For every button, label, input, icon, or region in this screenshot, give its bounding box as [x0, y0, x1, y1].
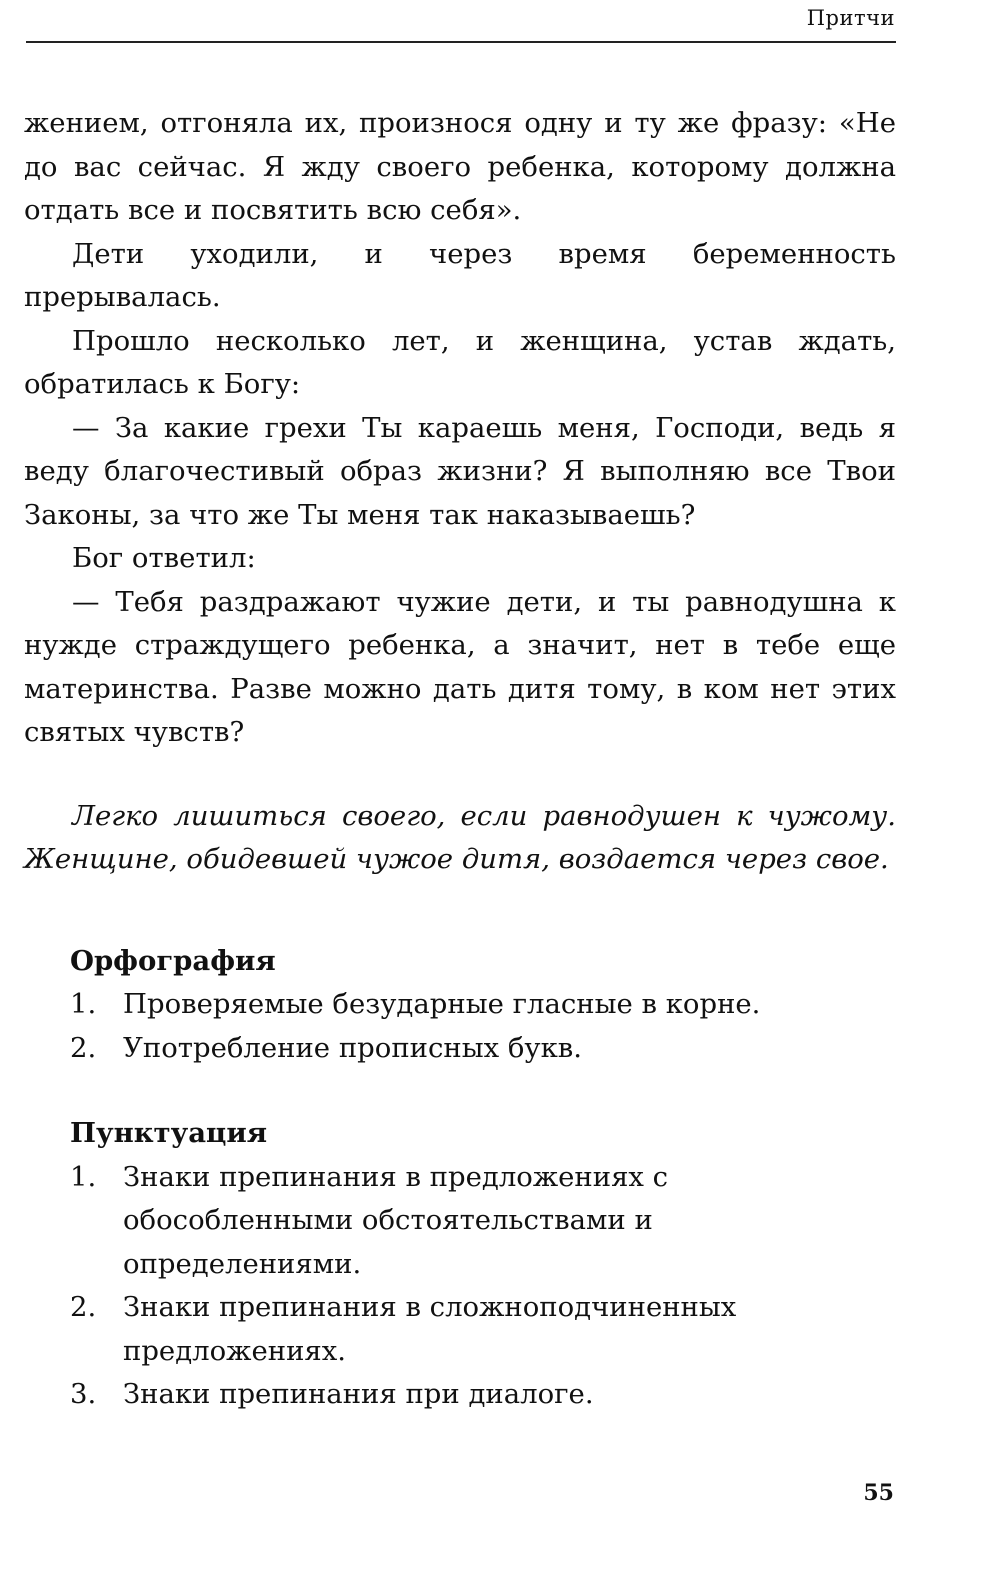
header-rule: [26, 41, 896, 43]
list-item-number: 3.: [70, 1378, 97, 1410]
list-item: [70, 983, 896, 1027]
list-item-text: Употребление прописных букв.: [123, 1031, 582, 1064]
paragraph: жением, отгоняла их, произнося одну и ту же фразу: «Не до вас сейчас. Я жду своего ребенка, которому должна отдать все и посвятить всю себя».: [24, 107, 896, 226]
page-number: 55: [863, 1480, 894, 1506]
list-item-text: Знаки препинания при диалоге.: [123, 1378, 594, 1410]
paragraph: Дети уходили, и через время беременность прерывалась.: [24, 237, 896, 313]
list-item: [70, 1373, 896, 1417]
list-item-number: 1.: [70, 988, 97, 1020]
punctuation-list: [24, 1156, 896, 1417]
punctuation-heading: Пунктуация: [70, 1117, 268, 1149]
paragraph: — За какие грехи Ты караешь меня, Господи, ведь я веду благочестивый образ жизни? Я выполняю все Твои Законы, за что же Ты меня так наказываешь?: [24, 411, 896, 531]
list-item-text: Знаки препинания в предложениях с обособленными обстоятельствами и определениями.: [123, 1160, 669, 1280]
paragraph: Бог ответил:: [72, 542, 256, 574]
list-item-number: 2.: [70, 1031, 97, 1064]
paragraph: Прошло несколько лет, и женщина, устав ждать, обратилась к Богу:: [24, 324, 896, 400]
list-item: [70, 1286, 896, 1373]
list-item: [70, 1027, 896, 1071]
paragraph: — Тебя раздражают чужие дети, и ты равнодушна к нужде страждущего ребенка, а значит, нет в тебе еще материнства. Разве можно дать дитя тому, в ком нет этих святых чувств?: [24, 585, 896, 748]
list-item-number: 1.: [70, 1160, 97, 1193]
list-item-number: 2.: [70, 1291, 97, 1323]
list-item-text: Знаки препинания в сложноподчиненных предложениях.: [123, 1291, 737, 1367]
moral-text: Легко лишиться своего, если равнодушен к чужому. Женщине, обидевшей чужое дитя, воздается через свое.: [24, 799, 896, 875]
orthography-heading: Орфография: [70, 944, 276, 977]
running-title: Притчи: [806, 6, 895, 30]
list-item: [70, 1156, 896, 1287]
list-item-text: Проверяемые безударные гласные в корне.: [123, 988, 761, 1020]
orthography-list: [24, 983, 896, 1070]
page-body: [24, 102, 896, 1417]
